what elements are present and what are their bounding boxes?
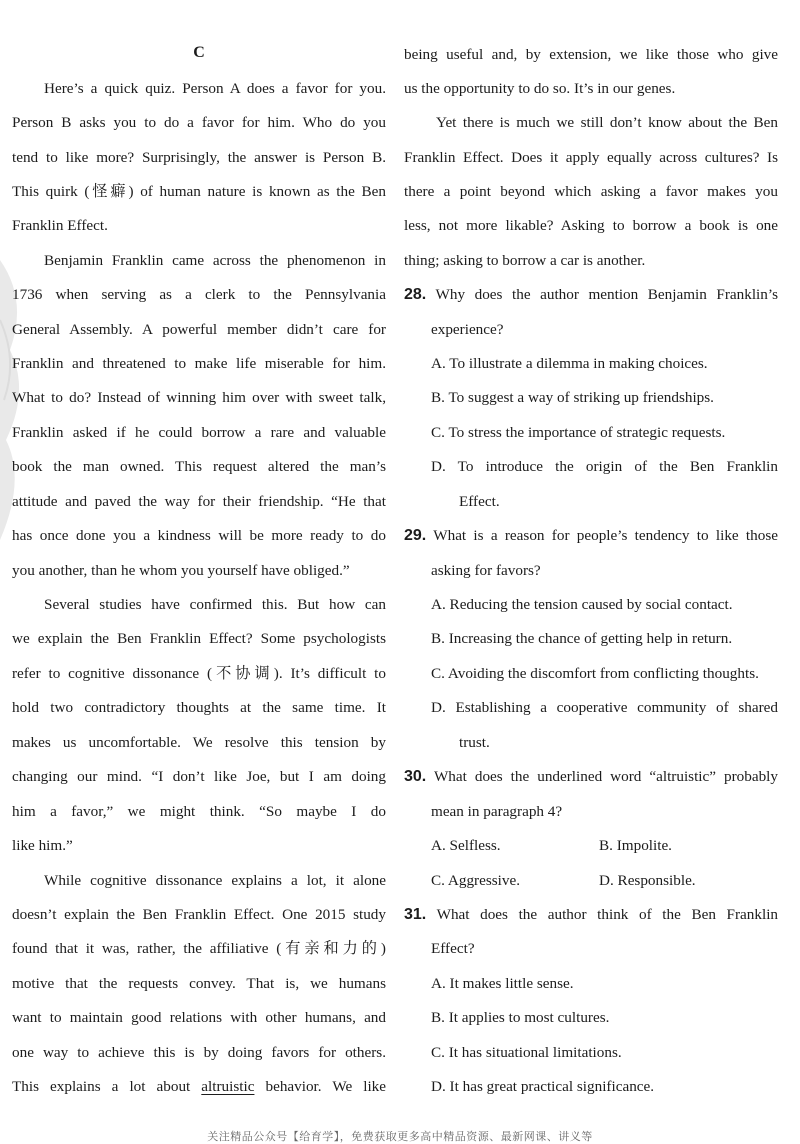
question-stem-cont: asking for favors? xyxy=(431,562,541,579)
passage-line: Franklin and threatened to make life miserable for him. xyxy=(12,355,386,372)
option-d[interactable]: D. It has great practical significance. xyxy=(431,1078,655,1095)
footer-note: 关注精品公众号【给育学】，免费获取更多高中精品资源、最新网课、讲义等 xyxy=(207,1130,593,1143)
question-stem-cont: mean in paragraph 4? xyxy=(431,803,563,820)
question-stem-cont: Effect? xyxy=(431,940,475,957)
option-b[interactable]: B. To suggest a way of striking up friendships. xyxy=(431,389,714,406)
option-row xyxy=(404,831,778,861)
question-stem xyxy=(404,521,778,551)
option-d[interactable]: D. Establishing a cooperative community of shared xyxy=(431,699,778,716)
question-number: 30. xyxy=(404,768,427,785)
option-d[interactable]: D. Responsible. xyxy=(599,872,696,889)
passage-line: attitude and paved the way for their friendship. “He that xyxy=(12,493,386,510)
passage-line: being useful and, by extension, we like those who give xyxy=(404,46,778,63)
question-stem xyxy=(404,280,778,310)
passage-line: This quirk (怪癖) of human nature is known as the Ben xyxy=(12,183,386,200)
passage-line: Several studies have confirmed this. But how can xyxy=(44,596,386,613)
option-c[interactable]: C. To stress the importance of strategic requests. xyxy=(431,424,726,441)
question-text: What does the underlined word “altruistic” probably xyxy=(433,768,778,785)
option-a[interactable]: A. To illustrate a dilemma in making choices. xyxy=(431,355,708,372)
option-b[interactable]: B. It applies to most cultures. xyxy=(431,1009,610,1026)
option-d-cont: Effect. xyxy=(459,493,500,510)
passage-line: makes us uncomfortable. We resolve this tension by xyxy=(12,734,386,751)
passage-line xyxy=(12,1072,386,1102)
question-text: Why does the author mention Benjamin Franklin’s xyxy=(435,286,778,303)
passage-line: hold two contradictory thoughts at the same time. It xyxy=(12,699,386,716)
option-d[interactable]: D. To introduce the origin of the Ben Franklin xyxy=(431,458,778,475)
question-text: What does the author think of the Ben Franklin xyxy=(436,906,779,923)
passage-line: book the man owned. This request altered the man’s xyxy=(12,458,386,475)
passage-line: you another, than he whom you yourself have obliged.” xyxy=(12,562,350,579)
option-a[interactable]: A. Reducing the tension caused by social contact. xyxy=(431,596,733,613)
passage-line: found that it was, rather, the affiliative (有亲和力的) xyxy=(12,940,386,957)
option-c[interactable]: C. Avoiding the discomfort from conflicting thoughts. xyxy=(431,665,759,682)
question-number: 31. xyxy=(404,906,427,923)
passage-text: behavior. We like xyxy=(254,1078,386,1095)
question-number: 29. xyxy=(404,527,427,544)
passage-line: General Assembly. A powerful member didn’t care for xyxy=(12,321,386,338)
option-a[interactable]: A. Selfless. xyxy=(431,837,501,854)
passage-line: What to do? Instead of winning him over with sweet talk, xyxy=(12,389,386,406)
option-d-cont: trust. xyxy=(459,734,490,751)
passage-line: refer to cognitive dissonance (不协调). It’s difficult to xyxy=(12,665,386,682)
passage-line: less, not more likable? Asking to borrow a book is one xyxy=(404,217,778,234)
passage-line: want to maintain good relations with other humans, and xyxy=(12,1009,386,1026)
question-stem-cont: experience? xyxy=(431,321,504,338)
passage-line: one way to achieve this is by doing favors for others. xyxy=(12,1044,386,1061)
passage-line: changing our mind. “I don’t like Joe, but I am doing xyxy=(12,768,386,785)
passage-line: Franklin Effect. xyxy=(12,217,108,234)
passage-line: Benjamin Franklin came across the phenomenon in xyxy=(44,252,386,269)
section-heading: C xyxy=(193,44,205,61)
passage-line: there a point beyond which asking a favor makes you xyxy=(404,183,778,200)
passage-line: Franklin asked if he could borrow a rare and valuable xyxy=(12,424,386,441)
passage-line: like him.” xyxy=(12,837,73,854)
option-b[interactable]: B. Impolite. xyxy=(599,837,672,854)
question-text: What is a reason for people’s tendency to like those xyxy=(433,527,778,544)
passage-line: Person B asks you to do a favor for him. Who do you xyxy=(12,114,386,131)
passage-line: Here’s a quick quiz. Person A does a favor for you. xyxy=(44,80,386,97)
option-c[interactable]: C. Aggressive. xyxy=(431,872,521,889)
question-stem xyxy=(404,762,778,792)
passage-line: us the opportunity to do so. It’s in our genes. xyxy=(404,80,676,97)
passage-line: motive that the requests convey. That is, we humans xyxy=(12,975,386,992)
option-c[interactable]: C. It has situational limitations. xyxy=(431,1044,622,1061)
passage-line: While cognitive dissonance explains a lot, it alone xyxy=(44,872,386,889)
question-stem xyxy=(404,900,778,930)
passage-line: him a favor,” we might think. “So maybe I do xyxy=(12,803,386,820)
passage-line: 1736 when serving as a clerk to the Pennsylvania xyxy=(12,286,386,303)
option-b[interactable]: B. Increasing the chance of getting help in return. xyxy=(431,630,733,647)
passage-line: Franklin Effect. Does it apply equally across cultures? Is xyxy=(404,149,778,166)
passage-line: we explain the Ben Franklin Effect? Some psychologists xyxy=(12,630,386,647)
passage-line: tend to like more? Surprisingly, the answer is Person B. xyxy=(12,149,386,166)
passage-line: has once done you a kindness will be more ready to do xyxy=(12,527,386,544)
passage-text: This explains a lot about xyxy=(12,1078,202,1095)
passage-line: Yet there is much we still don’t know about the Ben xyxy=(436,114,778,131)
passage-line: doesn’t explain the Ben Franklin Effect. One 2015 study xyxy=(12,906,386,923)
question-number: 28. xyxy=(404,286,427,303)
passage-line: thing; asking to borrow a car is another. xyxy=(404,252,646,269)
option-row xyxy=(404,866,778,896)
option-a[interactable]: A. It makes little sense. xyxy=(431,975,574,992)
underlined-word-altruistic: altruistic xyxy=(201,1078,255,1095)
